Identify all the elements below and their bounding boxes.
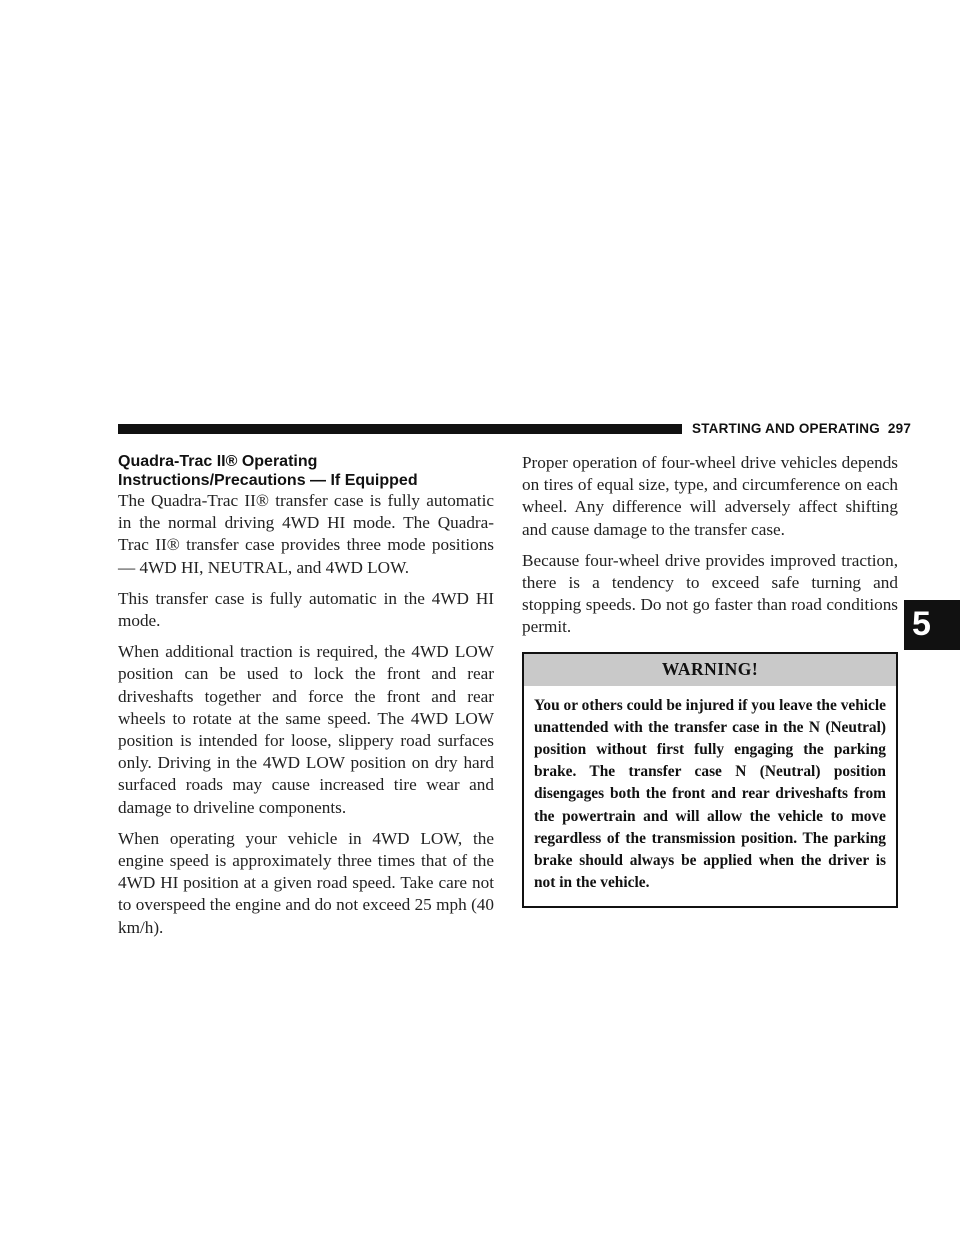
paragraph: When operating your vehicle in 4WD LOW, the engine speed is approximately three times that of the 4WD HI position at a given road speed. Take care not to overspeed the engine and do not exceed 25 mph (40 km/h). <box>118 828 494 937</box>
heading-line-1: Quadra-Trac II® Operating <box>118 453 318 470</box>
chapter-tab <box>904 600 960 650</box>
paragraph: The Quadra-Trac II® transfer case is fully automatic in the normal driving 4WD HI mode. The Quadra-Trac II® transfer case provides three mode positions — 4WD HI, NEUTRAL, and 4WD LOW. <box>118 491 494 577</box>
chapter-number: 5 <box>912 605 931 643</box>
paragraph: Because four-wheel drive provides improved traction, there is a tendency to exceed safe turning and stopping speeds. Do not go faster than road conditions permit. <box>522 550 898 637</box>
warning-box <box>522 652 898 909</box>
running-header <box>692 421 911 436</box>
paragraph: When additional traction is required, the 4WD LOW position can be used to lock the front and rear driveshafts together and force the front and rear wheels to rotate at the same speed. The 4WD LOW position is intended for loose, slippery road surfaces only. Driving in the 4WD LOW position on dry hard surfaced roads may cause increased tire wear and damage to driveline components. <box>118 642 494 817</box>
section-title: STARTING AND OPERATING <box>692 421 880 436</box>
paragraph: This transfer case is fully automatic in the 4WD HI mode. <box>118 588 494 631</box>
left-column <box>118 452 494 948</box>
heading-line-2: Instructions/Precautions — If Equipped <box>118 472 418 489</box>
warning-text: You or others could be injured if you leave the vehicle unattended with the transfer case in the N (Neutral) position without first fully engaging the parking brake. The transfer case N (Neutral) position disengages both the front and rear driveshafts from the powertrain and will allow the vehicle to move regardless of the transmission position. The parking brake should always be applied when the driver is not in the vehicle. <box>534 696 886 892</box>
right-column <box>522 452 898 908</box>
warning-title: WARNING! <box>524 654 896 686</box>
section-heading <box>118 452 494 490</box>
page-number: 297 <box>887 421 912 436</box>
paragraph: Proper operation of four-wheel drive vehicles depends on tires of equal size, type, and circumference on each wheel. Any difference will adversely affect shifting and cause damage to the transfer case. <box>522 453 898 539</box>
header-rule <box>118 424 682 434</box>
